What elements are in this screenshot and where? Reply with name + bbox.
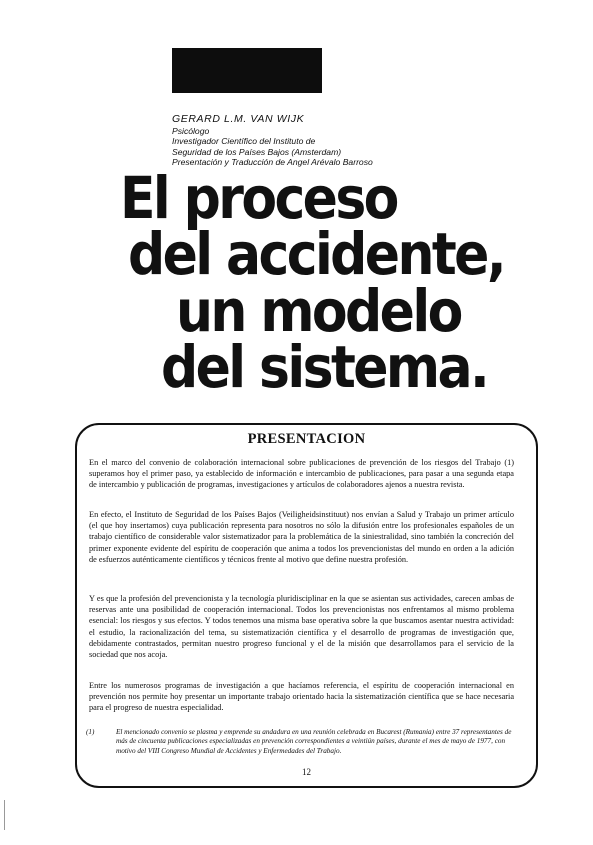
author-name: GERARD L.M. VAN WIJK [172, 113, 305, 125]
author-line: Investigador Científico del Instituto de [172, 136, 316, 147]
page-number: 12 [302, 767, 311, 777]
paragraph: En efecto, el Instituto de Seguridad de los Países Bajos (Veiligheidsinstituut) nos envían a Salud y Trabajo un primer artículo (el que hoy insertamos) cuya publicación representa para nosotros no sólo la difusión entre los profesionales españoles de un trabajo científico de considerable valor sistematizador para la problemática de la siniestralidad, sino también la concreción del primer exponente evidente del espíritu de cooperación que anima a todos los prevencionistas del mundo en orden a la adición de esfuerzos auténticamente científicos y técnicos frente al motivo que define nuestra profesión. [89, 510, 514, 564]
footnote-text: El mencionado convenio se plasma y emprende su andadura en una reunión celebrada en Bucarest (Rumania) entre 37 representantes de más de cincuenta publicaciones especializadas en prevención correspondientes a veintiún países, durante el mes de mayo de 1977, con motivo del VIII Congreso Mundial de Accidentes y Enfermedades del Trabajo. [116, 728, 512, 755]
title-line-3: un modelo [176, 278, 461, 346]
title-line-2: del accidente, [128, 221, 504, 289]
presentacion-box [75, 423, 538, 788]
paragraph: Entre los numerosos programas de investigación a que hacíamos referencia, el espíritu de cooperación internacional en prevención nos permite hoy presentar un importante trabajo orientado hacia la sistematización científica que se hace necesaria para el progreso de nuestra especialidad. [89, 681, 514, 713]
footnote-mark: (1) [86, 728, 95, 736]
author-line: Seguridad de los Países Bajos (Amsterdam) [172, 146, 342, 157]
presentacion-heading: PRESENTACION [247, 431, 366, 447]
header-black-block [172, 48, 322, 93]
author-line: Presentación y Traducción de Angel Arévalo Barroso [172, 157, 373, 168]
title-line-4: del sistema. [161, 334, 488, 402]
scan-edge-mark [4, 800, 5, 830]
paragraph: Y es que la profesión del prevencionista y la tecnología pluridisciplinar en la que se asientan sus actividades, carecen ambas de reservas ante una posibilidad de cooperación internacional. Todos los prevencionistas nos enfrentamos al mismo problema esencial: los riesgos y sus efectos. Y todos tenemos una misma base operativa sobre la que buscamos asentar nuestra actividad: el estudio, la racionalización del tema, su sistematización científica y el desarrollo de programas de investigación que, debidamente contrastados, permitan nuestro progreso funcional y el de la misión que desarrollamos para el servicio de la sociedad que nos acoja. [89, 594, 514, 660]
author-line: Psicólogo [172, 125, 210, 136]
footnote [86, 728, 516, 756]
paragraph: En el marco del convenio de colaboración internacional sobre publicaciones de prevención de los riesgos del Trabajo (1) superamos hoy el primer paso, ya establecido de información e intercambio de publicaciones, para pasar a una segunda etapa de intercambio y publicación de programas, investigaciones y artículos de colaboradores ajenos a nuestra revista. [89, 458, 514, 490]
title-line-1: El proceso [120, 165, 397, 233]
author-block [172, 114, 432, 168]
